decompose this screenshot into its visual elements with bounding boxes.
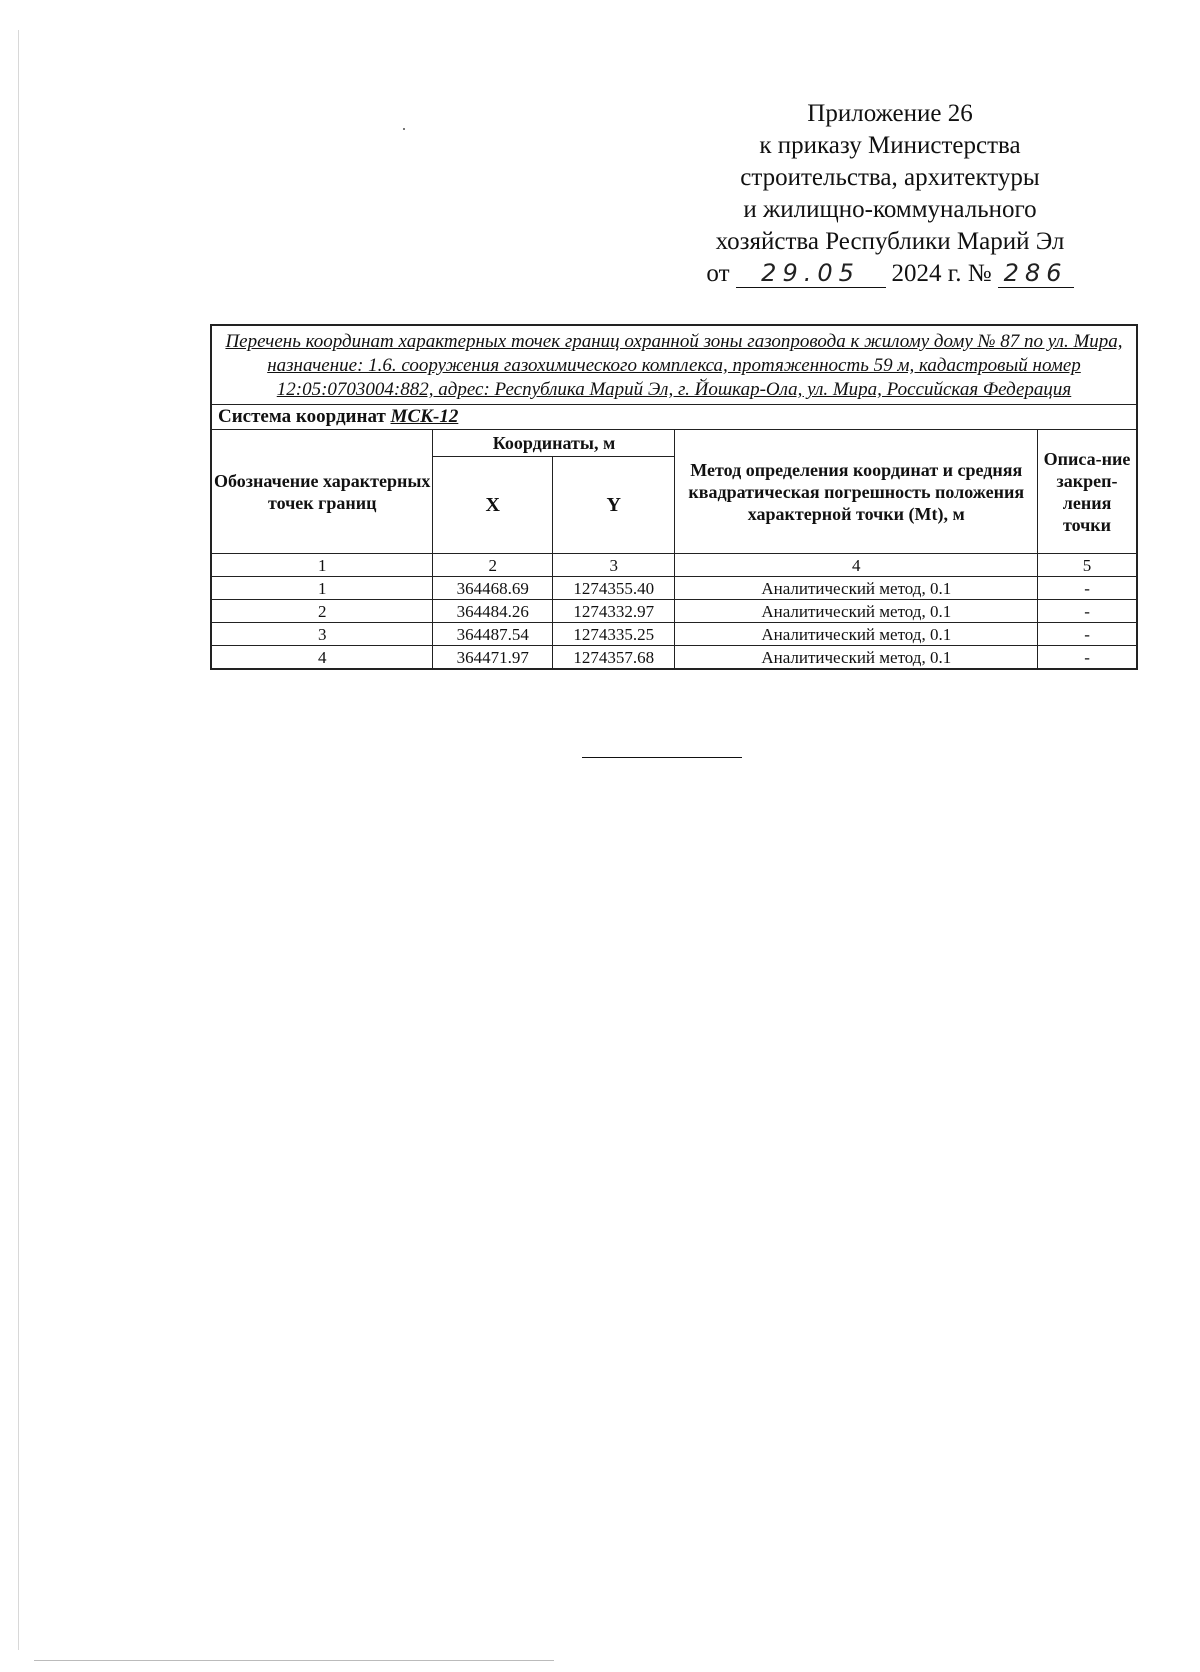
table-row bbox=[212, 646, 1136, 669]
column-number: 5 bbox=[1038, 554, 1136, 577]
x-cell: 364484.26 bbox=[433, 600, 553, 623]
point-cell: 1 bbox=[212, 577, 433, 600]
handwritten-date: 29.05 bbox=[736, 259, 886, 288]
column-number-row bbox=[212, 554, 1136, 577]
table-row bbox=[212, 623, 1136, 646]
header-line: Приложение 26 bbox=[807, 100, 973, 127]
column-number: 4 bbox=[675, 554, 1038, 577]
point-cell: 2 bbox=[212, 600, 433, 623]
method-cell: Аналитический метод, 0.1 bbox=[675, 600, 1038, 623]
order-date-line bbox=[660, 258, 1120, 290]
description-cell: - bbox=[1038, 646, 1136, 669]
y-cell: 1274332.97 bbox=[552, 600, 675, 623]
end-separator-line bbox=[582, 757, 742, 758]
column-number: 1 bbox=[212, 554, 433, 577]
crs-label: Система координат bbox=[218, 406, 386, 427]
scan-edge-artifact bbox=[18, 30, 19, 1650]
x-cell: 364471.97 bbox=[433, 646, 553, 669]
table-row bbox=[212, 600, 1136, 623]
x-header: X bbox=[433, 457, 553, 554]
crs-value: МСК-12 bbox=[390, 406, 459, 427]
handwritten-order-number: 286 bbox=[998, 259, 1074, 288]
y-cell: 1274335.25 bbox=[552, 623, 675, 646]
table-caption: Перечень координат характерных точек границ охранной зоны газопровода к жилому дому № 87 по ул. Мира, назначение: 1.6. сооружения газохимического комплекса, протяженность 59 м, кадастровый номер 12:05:0703004:882, адрес: Республика Марий Эл, г. Йошкар-Ола, ул. Мира, Российская Федерация bbox=[212, 326, 1136, 405]
header-line: и жилищно-коммунального bbox=[743, 196, 1037, 223]
table-row bbox=[212, 577, 1136, 600]
header-line: к приказу Министерства bbox=[759, 132, 1021, 159]
point-cell: 4 bbox=[212, 646, 433, 669]
description-cell: - bbox=[1038, 577, 1136, 600]
method-cell: Аналитический метод, 0.1 bbox=[675, 623, 1038, 646]
column-number: 3 bbox=[552, 554, 675, 577]
header-line: строительства, архитектуры bbox=[740, 164, 1040, 191]
header-line: хозяйства Республики Марий Эл bbox=[715, 228, 1065, 255]
scan-edge-artifact bbox=[34, 1660, 554, 1661]
description-header: Описа-ние закреп-ления точки bbox=[1038, 430, 1136, 554]
header-row bbox=[212, 430, 1136, 457]
y-cell: 1274357.68 bbox=[552, 646, 675, 669]
y-cell: 1274355.40 bbox=[552, 577, 675, 600]
x-cell: 364487.54 bbox=[433, 623, 553, 646]
date-prefix: от bbox=[706, 260, 730, 287]
description-cell: - bbox=[1038, 623, 1136, 646]
coordinates-table bbox=[212, 430, 1136, 668]
coords-header: Координаты, м bbox=[433, 430, 675, 457]
column-number: 2 bbox=[433, 554, 553, 577]
x-cell: 364468.69 bbox=[433, 577, 553, 600]
scan-speck bbox=[403, 128, 405, 130]
y-header: Y bbox=[552, 457, 675, 554]
method-header: Метод определения координат и средняя квадратическая погрешность положения характерной точки (Mt), м bbox=[675, 430, 1038, 554]
method-cell: Аналитический метод, 0.1 bbox=[675, 646, 1038, 669]
document-header bbox=[660, 98, 1120, 290]
point-header: Обозначение характерных точек границ bbox=[212, 430, 433, 554]
method-cell: Аналитический метод, 0.1 bbox=[675, 577, 1038, 600]
coordinates-table-frame bbox=[210, 324, 1138, 670]
year-text: 2024 г. № bbox=[891, 260, 992, 287]
point-cell: 3 bbox=[212, 623, 433, 646]
description-cell: - bbox=[1038, 600, 1136, 623]
coordinate-system-row bbox=[212, 405, 1136, 430]
